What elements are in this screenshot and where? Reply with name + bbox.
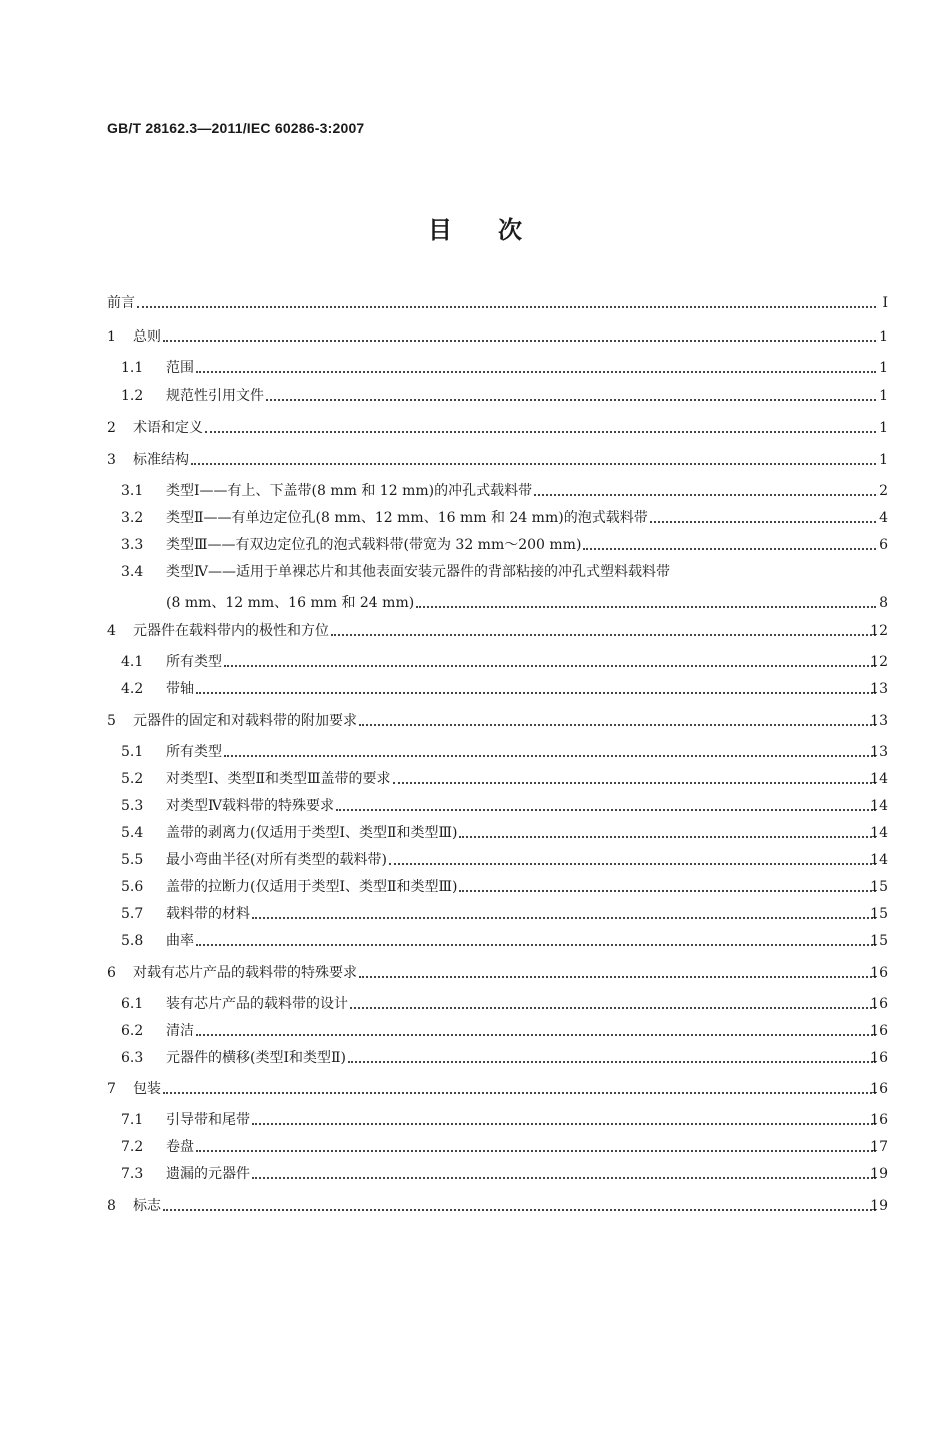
toc-entry-number: 4.1 <box>121 654 144 670</box>
dot-leader <box>224 755 876 757</box>
toc-entry-page: 16 <box>870 1023 888 1039</box>
dot-leader <box>137 306 876 308</box>
toc-entry-number: 6.3 <box>121 1050 144 1066</box>
toc-entry[interactable] <box>0 820 950 842</box>
toc-entry-text <box>166 387 880 405</box>
toc-entry-label: 元器件的固定和对载料带的附加要求 <box>133 713 357 729</box>
toc-entry-label: 引导带和尾带 <box>166 1112 250 1128</box>
toc-entry-text <box>166 653 880 671</box>
toc-entry[interactable] <box>0 383 950 405</box>
toc-entry[interactable] <box>0 793 950 815</box>
toc-entry-number: 5.1 <box>121 744 144 760</box>
dot-leader <box>266 399 876 401</box>
toc-entry-label: 标志 <box>133 1198 161 1214</box>
toc-entry-number: 7.1 <box>121 1112 144 1128</box>
toc-entry[interactable] <box>0 1134 950 1156</box>
dot-leader <box>650 521 876 523</box>
toc-entry-text <box>133 964 880 982</box>
toc-entry-text <box>166 1022 880 1040</box>
toc-entry-label: 对类型Ⅰ、类型Ⅱ和类型Ⅲ盖带的要求 <box>166 771 391 787</box>
toc-entry-label: 装有芯片产品的载料带的设计 <box>166 996 348 1012</box>
toc-entry-page: 6 <box>879 537 888 553</box>
toc-entry[interactable] <box>0 290 950 312</box>
toc-entry-label: 最小弯曲半径(对所有类型的载料带) <box>166 852 387 868</box>
toc-entry-page: 4 <box>879 510 888 526</box>
toc-entry-label: 标准结构 <box>133 452 189 468</box>
toc-entry-label: 遗漏的元器件 <box>166 1166 250 1182</box>
toc-entry-label: 对载有芯片产品的载料带的特殊要求 <box>133 965 357 981</box>
toc-entry-page: 19 <box>870 1166 888 1182</box>
toc-entry-number: 7.2 <box>121 1139 144 1155</box>
toc-entry-number: 5.7 <box>121 906 144 922</box>
toc-entry-text <box>166 932 880 950</box>
toc-entry-label: 总则 <box>133 329 161 345</box>
toc-entry-label: 所有类型 <box>166 654 222 670</box>
toc-entry-page: 1 <box>879 388 888 404</box>
toc-entry-label: 规范性引用文件 <box>166 388 264 404</box>
dot-leader <box>205 431 876 433</box>
toc-entry-text <box>166 995 880 1013</box>
toc-entry-number: 6.1 <box>121 996 144 1012</box>
toc-entry-text <box>166 1111 880 1129</box>
toc-entry-text <box>166 851 880 869</box>
toc-entry-page: 14 <box>870 852 888 868</box>
toc-entry-page: 8 <box>879 595 888 611</box>
toc-entry-number: 3.3 <box>121 537 144 553</box>
toc-entry-text <box>133 1197 880 1215</box>
dot-leader <box>163 1209 876 1211</box>
toc-entry-label: 盖带的剥离力(仅适用于类型Ⅰ、类型Ⅱ和类型Ⅲ) <box>166 825 458 841</box>
toc-entry-page: 15 <box>870 879 888 895</box>
toc-entry[interactable] <box>0 447 950 469</box>
toc-entry-text <box>166 509 880 527</box>
toc-entry-text <box>133 328 880 346</box>
toc-entry-page: 16 <box>870 1050 888 1066</box>
toc-entry-label: 包装 <box>133 1081 161 1097</box>
toc-entry-text <box>133 1080 880 1098</box>
toc-entry[interactable] <box>0 478 950 500</box>
toc-entry-text <box>133 712 880 730</box>
dot-leader <box>459 890 876 892</box>
toc-entry-number: 3.1 <box>121 483 144 499</box>
toc-entry-number: 3.4 <box>121 564 144 580</box>
toc-entry[interactable] <box>0 649 950 671</box>
toc-entry-page: 16 <box>870 1112 888 1128</box>
toc-entry-label: 带轴 <box>166 681 194 697</box>
toc-entry-text <box>166 359 880 377</box>
toc-entry-label: 对类型Ⅳ载料带的特殊要求 <box>166 798 334 814</box>
toc-entry-text <box>166 878 880 896</box>
toc-entry-label: 前言 <box>107 295 135 311</box>
toc-entry-label: 类型Ⅰ——有上、下盖带(8 mm 和 12 mm)的冲孔式载料带 <box>166 483 533 499</box>
toc-entry-text <box>133 622 880 640</box>
toc-entry-label: 范围 <box>166 360 194 376</box>
toc-entry-label-continued: (8 mm、12 mm、16 mm 和 24 mm) <box>166 595 415 611</box>
page-title: 目次 <box>428 215 568 244</box>
toc-entry-text <box>133 451 880 469</box>
toc-entry-text <box>166 905 880 923</box>
dot-leader <box>224 665 876 667</box>
toc-entry-text <box>166 824 880 842</box>
dot-leader <box>331 634 876 636</box>
toc-entry-page: Ⅰ <box>882 295 888 311</box>
toc-entry-label: 术语和定义 <box>133 420 203 436</box>
toc-entry-text <box>166 1138 880 1156</box>
toc-entry-label: 清洁 <box>166 1023 194 1039</box>
dot-leader <box>252 1177 876 1179</box>
toc-entry-number: 1.2 <box>121 388 144 404</box>
toc-entry-text <box>166 1165 880 1183</box>
toc-entry-page: 16 <box>870 965 888 981</box>
toc-entry-text <box>166 743 880 761</box>
toc-entry[interactable] <box>0 559 950 581</box>
dot-leader <box>196 1150 876 1152</box>
toc-entry[interactable] <box>0 676 950 698</box>
dot-leader <box>252 1123 876 1125</box>
toc-entry-number: 5.4 <box>121 825 144 841</box>
toc-entry-label: 卷盘 <box>166 1139 194 1155</box>
toc-entry-text <box>166 770 880 788</box>
toc-entry[interactable] <box>0 1193 950 1215</box>
toc-entry-page: 14 <box>870 798 888 814</box>
toc-entry-text <box>166 1049 880 1067</box>
dot-leader <box>393 782 876 784</box>
toc-entry-page: 16 <box>870 996 888 1012</box>
dot-leader <box>583 548 876 550</box>
toc-entry-number: 6 <box>107 965 116 981</box>
toc-entry-number: 8 <box>107 1198 116 1214</box>
toc-entry-label: 元器件的横移(类型Ⅰ和类型Ⅱ) <box>166 1050 346 1066</box>
toc-entry-number: 5.3 <box>121 798 144 814</box>
toc-entry[interactable] <box>0 739 950 761</box>
toc-entry[interactable] <box>0 415 950 437</box>
toc-entry-page: 1 <box>879 452 888 468</box>
toc-entry[interactable] <box>0 532 950 554</box>
toc-entry-label: 类型Ⅲ——有双边定位孔的泡式载料带(带宽为 32 mm～200 mm) <box>166 537 582 553</box>
toc-entry[interactable] <box>0 991 950 1013</box>
toc-entry-page: 13 <box>870 744 888 760</box>
toc-entry-text <box>107 294 880 312</box>
toc-entry[interactable] <box>0 874 950 896</box>
toc-entry-continuation <box>0 590 950 612</box>
toc-entry-page: 12 <box>870 623 888 639</box>
toc-entry[interactable] <box>0 901 950 923</box>
toc-entry[interactable] <box>0 505 950 527</box>
dot-leader <box>191 463 876 465</box>
dot-leader <box>534 494 876 496</box>
toc-entry-page: 15 <box>870 906 888 922</box>
toc-entry-page: 15 <box>870 933 888 949</box>
toc-entry-page: 17 <box>870 1139 888 1155</box>
toc-entry-text <box>133 419 880 437</box>
toc-entry-number: 6.2 <box>121 1023 144 1039</box>
dot-leader <box>196 692 876 694</box>
toc-entry-text <box>166 536 880 554</box>
toc-entry-label: 曲率 <box>166 933 194 949</box>
toc-entry-page: 13 <box>870 681 888 697</box>
dot-leader <box>252 917 876 919</box>
toc-entry-page: 14 <box>870 771 888 787</box>
toc-entry-label: 类型Ⅳ——适用于单裸芯片和其他表面安装元器件的背部粘接的冲孔式塑料载料带 <box>166 564 670 580</box>
toc-entry-number: 4.2 <box>121 681 144 697</box>
toc-entry[interactable] <box>0 1018 950 1040</box>
toc-entry[interactable] <box>0 847 950 869</box>
dot-leader <box>336 809 876 811</box>
dot-leader <box>416 606 876 608</box>
toc-entry[interactable] <box>0 618 950 640</box>
toc-entry-label: 元器件在载料带内的极性和方位 <box>133 623 329 639</box>
toc-entry-number: 3.2 <box>121 510 144 526</box>
toc-entry-page: 19 <box>870 1198 888 1214</box>
toc-entry-page: 1 <box>879 420 888 436</box>
toc-entry[interactable] <box>0 1161 950 1183</box>
toc-entry[interactable] <box>0 766 950 788</box>
dot-leader <box>163 1092 876 1094</box>
dot-leader <box>389 863 876 865</box>
toc-entry-label: 载料带的材料 <box>166 906 250 922</box>
toc-entry-page: 12 <box>870 654 888 670</box>
dot-leader <box>359 724 876 726</box>
toc-entry-page: 1 <box>879 360 888 376</box>
toc-entry-page: 1 <box>879 329 888 345</box>
toc-entry[interactable] <box>0 928 950 950</box>
toc-entry[interactable] <box>0 1045 950 1067</box>
toc-entry-text <box>166 482 880 500</box>
standard-number: GB/T 28162.3—2011/IEC 60286-3:2007 <box>107 120 365 136</box>
toc-entry[interactable] <box>0 355 950 377</box>
dot-leader <box>196 1034 876 1036</box>
toc-entry-number: 1 <box>107 329 116 345</box>
toc-entry-number: 5.5 <box>121 852 144 868</box>
toc-entry[interactable] <box>0 708 950 730</box>
toc-entry-text <box>166 594 880 612</box>
toc-entry-number: 5.8 <box>121 933 144 949</box>
toc-entry[interactable] <box>0 1107 950 1129</box>
toc-entry-number: 7 <box>107 1081 116 1097</box>
dot-leader <box>459 836 876 838</box>
dot-leader <box>196 944 876 946</box>
dot-leader <box>163 340 876 342</box>
dot-leader <box>359 976 876 978</box>
toc-entry[interactable] <box>0 324 950 346</box>
toc-entry-number: 4 <box>107 623 116 639</box>
toc-entry-number: 2 <box>107 420 116 436</box>
toc-entry-page: 16 <box>870 1081 888 1097</box>
toc-entry-number: 1.1 <box>121 360 144 376</box>
toc-entry-number: 5 <box>107 713 116 729</box>
toc-entry-text <box>166 680 880 698</box>
toc-entry-number: 5.6 <box>121 879 144 895</box>
toc-entry-number: 5.2 <box>121 771 144 787</box>
toc-entry-label: 盖带的拉断力(仅适用于类型Ⅰ、类型Ⅱ和类型Ⅲ) <box>166 879 458 895</box>
toc-entry-label: 所有类型 <box>166 744 222 760</box>
toc-entry-page: 13 <box>870 713 888 729</box>
toc-entry-number: 3 <box>107 452 116 468</box>
dot-leader <box>350 1007 876 1009</box>
toc-entry-page: 2 <box>879 483 888 499</box>
toc-entry-number: 7.3 <box>121 1166 144 1182</box>
dot-leader <box>348 1061 876 1063</box>
toc-entry-text <box>166 797 880 815</box>
toc-entry[interactable] <box>0 960 950 982</box>
dot-leader <box>196 371 876 373</box>
toc-entry-label: 类型Ⅱ——有单边定位孔(8 mm、12 mm、16 mm 和 24 mm)的泡式载料带 <box>166 510 648 526</box>
toc-entry[interactable] <box>0 1076 950 1098</box>
toc-entry-page: 14 <box>870 825 888 841</box>
